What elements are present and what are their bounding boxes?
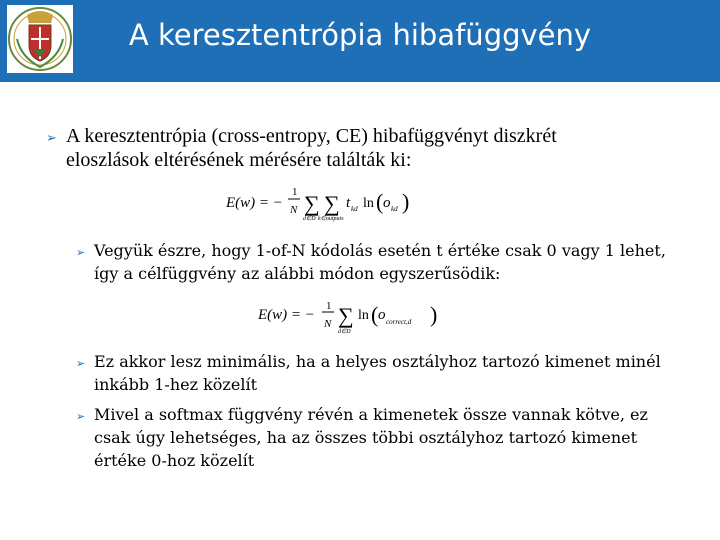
formula-cross-entropy [226, 183, 426, 228]
bullet-4-line-3: értéke 0-hoz közelít [94, 451, 255, 470]
formula-simplified [258, 297, 458, 342]
formula-lhs: E(w) = − [226, 195, 283, 211]
page-title: A keresztentrópia hibafüggvény [128, 18, 592, 52]
formula-term-sub: kd [351, 205, 358, 213]
formula-ln: ln [358, 308, 369, 323]
formula-o: o [383, 195, 391, 211]
sum-symbol: ∑ [338, 303, 354, 328]
bullet-1-line-1: A keresztentrópia (cross-entropy, CE) hibafüggvényt diszkrét [66, 125, 557, 147]
bullet-arrow-icon: ➢ [76, 410, 86, 423]
bullet-3-line-2: inkább 1-hez közelít [94, 375, 257, 394]
bullet-2-line-1: Vegyük észre, hogy 1-of-N kódolás esetén t értéke csak 0 vagy 1 lehet, [94, 241, 666, 260]
bullet-1-line-2: eloszlások eltérésének mérésére találták ki: [66, 149, 412, 171]
sum-1-sub: d∈D [303, 216, 316, 222]
paren-close: ) [402, 189, 410, 214]
sum-sub: d∈D [338, 329, 351, 335]
bullet-3-line-1: Ez akkor lesz minimális, ha a helyes osztályhoz tartozó kimenet minél [94, 352, 661, 371]
bullet-3 [76, 350, 686, 396]
sum-symbol-2: ∑ [324, 191, 340, 216]
bullet-2-line-2: így a célfüggvény az alábbi módon egyszerűsödik: [94, 264, 501, 283]
formula-frac-num: 1 [292, 186, 298, 198]
formula-ln: ln [363, 196, 374, 211]
bullet-2 [76, 239, 686, 285]
bullet-arrow-icon: ➢ [46, 131, 57, 146]
paren-open: ( [371, 302, 379, 327]
paren-open: ( [376, 189, 384, 214]
formula-o: o [378, 307, 386, 323]
paren-close: ) [430, 302, 438, 327]
bullet-4-line-2: csak úgy lehetséges, ha az összes többi osztályhoz tartozó kimenet [94, 428, 638, 447]
formula-lhs: E(w) = − [258, 307, 315, 323]
formula-term: t [346, 195, 351, 211]
formula-frac-den: N [324, 318, 332, 330]
bullet-arrow-icon: ➢ [76, 357, 86, 370]
formula-frac-num: 1 [326, 300, 332, 312]
formula-o-sub: kd [391, 205, 398, 213]
bullet-arrow-icon: ➢ [76, 246, 86, 259]
bullet-1 [46, 124, 686, 172]
sum-2-sub: k∈outputs [318, 216, 344, 222]
formula-o-sub: correct,d [386, 318, 412, 326]
bullet-4 [76, 403, 686, 472]
bullet-4-line-1: Mivel a softmax függvény révén a kimenetek össze vannak kötve, ez [94, 405, 648, 424]
formula-frac-den: N [290, 204, 298, 216]
sum-symbol-1: ∑ [304, 191, 320, 216]
